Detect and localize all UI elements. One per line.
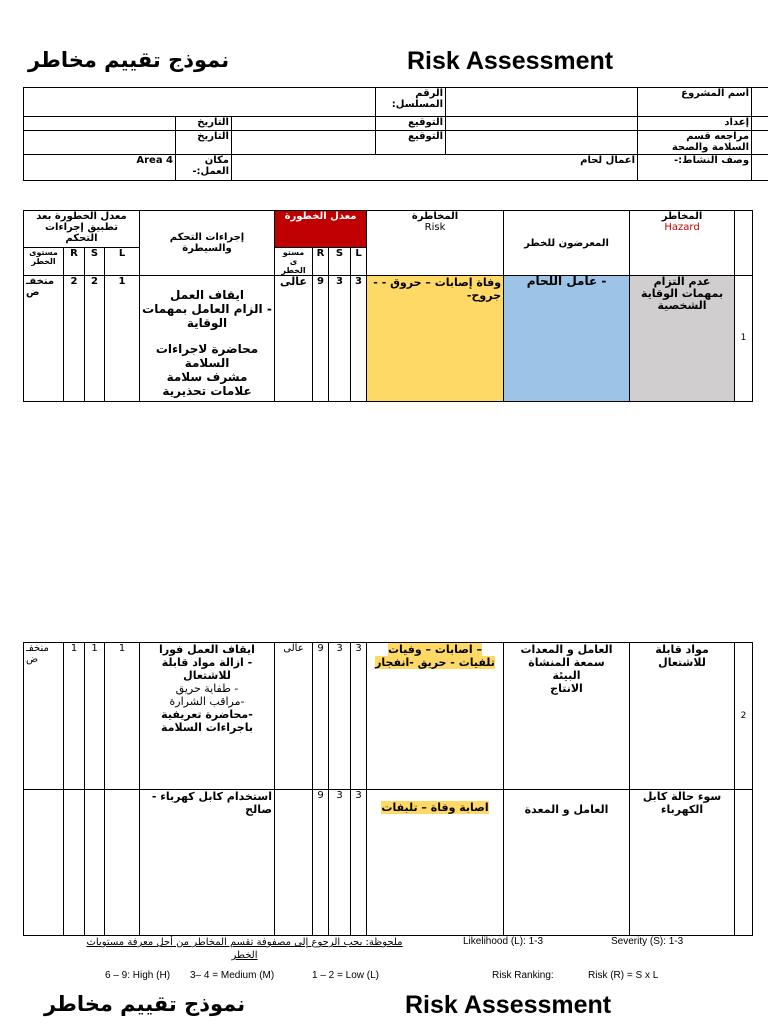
risk-table-2: [23, 642, 753, 936]
r-cell: 9: [313, 790, 329, 936]
exposed-cell: عامل اللحام -: [504, 276, 630, 402]
controls-header: إجراءات التحكم والسيطرة: [140, 211, 275, 276]
title-english: Risk Assessment: [407, 47, 614, 75]
s-cell: 3: [329, 643, 351, 790]
prepared-date-label: التاريخ: [176, 117, 232, 131]
prepared-date-value: [24, 117, 176, 131]
risk-level-cell: عالى: [275, 276, 313, 402]
hazard-header: المخاطر Hazard: [630, 211, 735, 276]
prepared-name-value: [446, 117, 638, 131]
project-name-value: [752, 88, 768, 117]
l-header: L: [351, 248, 367, 276]
r-cell: 9: [313, 276, 329, 402]
info-empty-cell: [24, 88, 376, 117]
residual-r-cell: 1: [64, 643, 85, 790]
likelihood-legend: Likelihood (L): 1-3: [463, 936, 544, 947]
hazard-cell: عدم التزام بمهمات الوقاية الشخصية: [630, 276, 735, 402]
risk-ranking-label: Risk Ranking:: [492, 970, 554, 981]
row-number: 2: [735, 643, 753, 790]
review-date-value: [24, 131, 176, 155]
risk-level-cell: عالى: [275, 643, 313, 790]
medium-legend: 3– 4 = Medium (M): [190, 970, 275, 981]
residual-s-cell: 1: [85, 643, 105, 790]
residual-s-header: S: [85, 248, 105, 276]
review-date-label: التاريخ: [176, 131, 232, 155]
table-row: [24, 790, 753, 936]
location-value: Area 4: [24, 155, 176, 181]
risk-level-cell: [275, 790, 313, 936]
r-cell: 9: [313, 643, 329, 790]
level-header: مستو ى الخطر: [275, 248, 313, 276]
residual-rating-header: معدل الخطورة بعد تطبيق إجراءات التحكم: [24, 211, 140, 248]
table-row: [24, 276, 753, 402]
risk-cell: وفاة إصابات – حروق - - جروح-: [367, 276, 504, 402]
residual-r-header: R: [64, 248, 85, 276]
review-name-value: [446, 131, 638, 155]
project-name-label: أسم المشروع: [638, 88, 752, 117]
activity-label: وصف النشاط:-: [638, 155, 752, 181]
risk-header: المخاطرة Risk: [367, 211, 504, 276]
controls-cell: ايقاف العمل الزام العامل بمهمات - الوقاية محاضرة لاجراءات السلامة مشرف سلامة علامات تحذيرية: [140, 276, 275, 402]
review-signature-value: [232, 131, 376, 155]
risk-cell: اصابات – وفيات – تلفيات - حريق -انفجار: [367, 643, 504, 790]
residual-level-cell: منخفـ ض: [24, 643, 64, 790]
l-cell: 3: [351, 790, 367, 936]
residual-level-cell: منخفـ ض: [24, 276, 64, 402]
high-legend: 6 – 9: High (H): [105, 970, 171, 981]
residual-level-header: مستوى الخطر: [24, 248, 64, 276]
l-cell: 3: [351, 276, 367, 402]
r-header: R: [313, 248, 329, 276]
controls-cell: استخدام كابل كهرباء - صالح: [140, 790, 275, 936]
hazard-cell: مواد قابلة للاشتعال: [630, 643, 735, 790]
prepared-signature-value: [232, 117, 376, 131]
title-arabic-repeat: نموذج تقييم مخاطر: [44, 992, 246, 1016]
row-number: 1: [735, 276, 753, 402]
review-signature-label: التوقيع: [376, 131, 446, 155]
info-table: [23, 87, 768, 181]
table-row: [24, 643, 753, 790]
location-label: مكان العمل:-: [176, 155, 232, 181]
residual-s-cell: 2: [85, 276, 105, 402]
controls-cell: ايقاف العمل فورا ازالة مواد قابلة - للاشتعال طفاية حريق - مراقب الشرارة- محاضرة تعريفية- باجراءات السلامة: [140, 643, 275, 790]
review-label: مراجعه قسم السلامة والصحة: [638, 131, 752, 155]
s-header: S: [329, 248, 351, 276]
serial-value: [446, 88, 638, 117]
s-cell: 3: [329, 790, 351, 936]
hazard-cell: سوء حالة كابل الكهرباء: [630, 790, 735, 936]
l-cell: 3: [351, 643, 367, 790]
residual-l-cell: 1: [105, 643, 140, 790]
exposed-header: المعرضون للخطر: [504, 211, 630, 276]
residual-l-cell: 1: [105, 276, 140, 402]
s-cell: 3: [329, 276, 351, 402]
title-arabic: نموذج تقييم مخاطر: [28, 48, 230, 72]
residual-r-cell: 2: [64, 276, 85, 402]
risk-cell: اصابة وفاة – تلبفات: [367, 790, 504, 936]
prepared-signature-label: التوقيع: [376, 117, 446, 131]
risk-rating-header: معدل الخطورة: [275, 211, 367, 248]
severity-legend: Severity (S): 1-3: [611, 936, 684, 947]
serial-label: الرقم المسلسل:: [376, 88, 446, 117]
activity-value: اعمال لحام: [232, 155, 638, 181]
prepared-label: إعداد: [638, 117, 752, 131]
title-english-repeat: Risk Assessment: [405, 991, 612, 1019]
risk-formula: Risk (R) = S x L: [588, 970, 659, 981]
exposed-cell: العامل و المعدة: [504, 790, 630, 936]
footer-note: ملحوظة: يجب الرجوع إلى مصفوفة تقسم المخاطر من أجل معرفة مستويات الخطر: [86, 937, 403, 961]
exposed-cell: العامل و المعدات سمعة المنشاة البيئة الانتاج: [504, 643, 630, 790]
low-legend: 1 – 2 = Low (L): [312, 970, 379, 981]
risk-table-1: [23, 210, 753, 402]
residual-l-header: L: [105, 248, 140, 276]
